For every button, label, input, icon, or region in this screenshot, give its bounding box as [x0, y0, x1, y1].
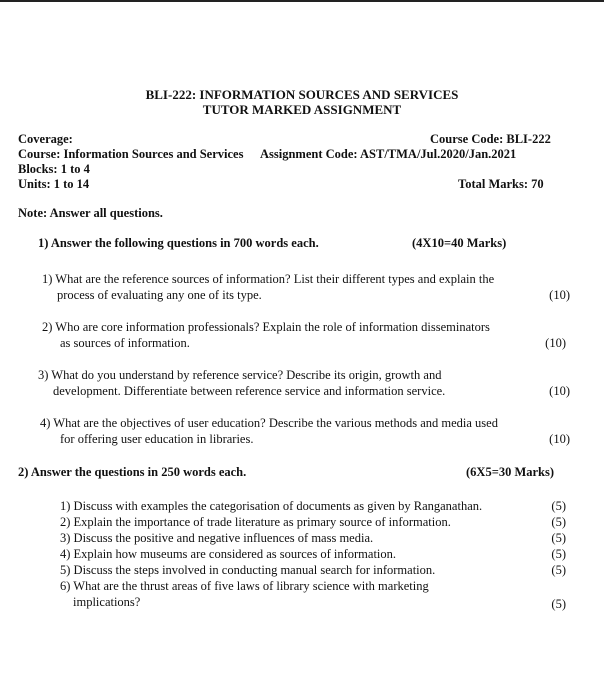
question-marks: (5): [551, 547, 566, 561]
question-text-cont: for offering user education in libraries.: [60, 432, 254, 446]
question-text: 2) Who are core information professionals? Explain the role of information disseminators: [42, 320, 490, 334]
question-marks: (5): [551, 515, 566, 529]
question-marks: (10): [545, 336, 566, 350]
assignment-title: BLI-222: INFORMATION SOURCES AND SERVICES: [145, 87, 459, 102]
question-text: 6) What are the thrust areas of five laws of library science with marketing: [60, 579, 429, 593]
question-text-cont: process of evaluating any one of its type.: [57, 288, 262, 302]
question-text-cont: as sources of information.: [60, 336, 190, 350]
section1-marks: (4X10=40 Marks): [412, 236, 507, 250]
section2-heading: 2) Answer the questions in 250 words each.: [18, 465, 247, 479]
question-marks: (10): [549, 384, 570, 398]
total-marks: Total Marks: 70: [458, 177, 544, 191]
question-marks: (5): [551, 597, 566, 611]
question-text: 3) Discuss the positive and negative influences of mass media.: [60, 531, 374, 545]
top-border: [0, 0, 604, 2]
question-text: 1) Discuss with examples the categorisation of documents as given by Ranganathan.: [60, 499, 483, 513]
question-marks: (5): [551, 499, 566, 513]
course-name: Course: Information Sources and Services: [18, 147, 244, 161]
coverage-label: Coverage:: [18, 132, 73, 146]
question-text-cont: implications?: [73, 595, 141, 609]
assignment-code: Assignment Code: AST/TMA/Jul.2020/Jan.2021: [260, 147, 517, 161]
course-code: Course Code: BLI-222: [430, 132, 551, 146]
question-text: 5) Discuss the steps involved in conducting manual search for information.: [60, 563, 436, 577]
question-text: 4) Explain how museums are considered as sources of information.: [60, 547, 397, 561]
section1-heading: 1) Answer the following questions in 700 words each.: [38, 236, 319, 250]
blocks: Blocks: 1 to 4: [18, 162, 90, 176]
question-text: 1) What are the reference sources of information? List their different types and explain the: [42, 272, 495, 286]
question-text-cont: development. Differentiate between reference service and information service.: [53, 384, 446, 398]
question-marks: (5): [551, 563, 566, 577]
question-marks: (10): [549, 432, 570, 446]
assignment-subtitle: TUTOR MARKED ASSIGNMENT: [202, 102, 402, 117]
question-text: 3) What do you understand by reference service? Describe its origin, growth and: [38, 368, 442, 382]
question-text: 4) What are the objectives of user education? Describe the various methods and media used: [40, 416, 498, 430]
question-marks: (10): [549, 288, 570, 302]
units: Units: 1 to 14: [18, 177, 90, 191]
question-text: 2) Explain the importance of trade literature as primary source of information.: [60, 515, 451, 529]
question-marks: (5): [551, 531, 566, 545]
note: Note: Answer all questions.: [18, 206, 163, 220]
section2-marks: (6X5=30 Marks): [466, 465, 555, 479]
